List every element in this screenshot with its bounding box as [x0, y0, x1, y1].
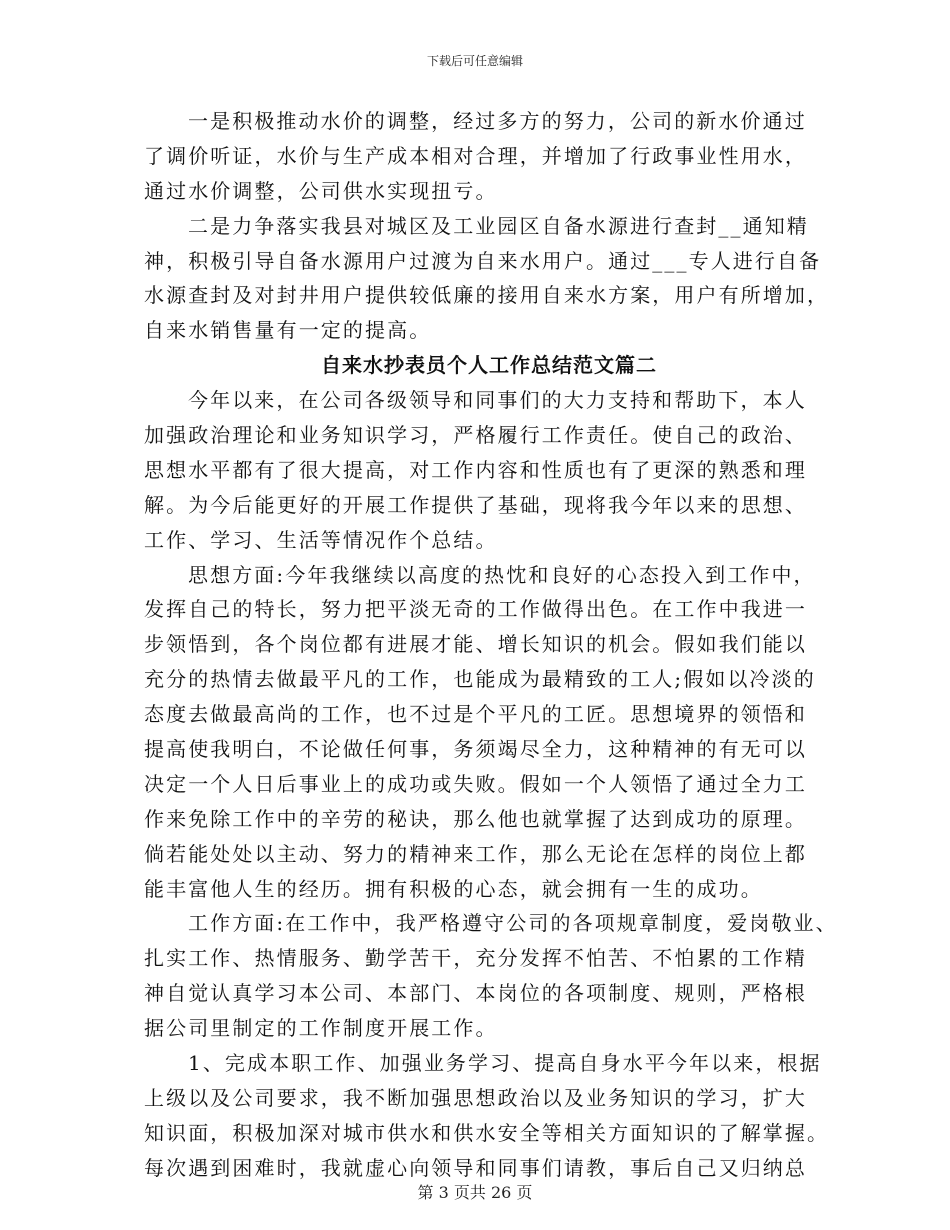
body-line: 工作、学习、生活等情况作个总结。	[144, 527, 498, 552]
body-line: 作来免除工作中的辛劳的秘诀，那么他也就掌握了达到成功的原理。	[144, 806, 807, 831]
body-line: 知识面，积极加深对城市供水和供水安全等相关方面知识的了解掌握。	[144, 1120, 830, 1145]
body-line: 每次遇到困难时，我就虚心向领导和同事们请教，事后自己又归纳总	[144, 1155, 807, 1180]
body-line: 能丰富他人生的经历。拥有积极的心态，就会拥有一生的成功。	[144, 876, 763, 901]
body-line: 充分的热情去做最平凡的工作，也能成为最精致的工人;假如以冷淡的	[144, 667, 816, 692]
body-line: 发挥自己的特长，努力把平淡无奇的工作做得出色。在工作中我进一	[144, 597, 807, 622]
body-line: 据公司里制定的工作制度开展工作。	[144, 1016, 498, 1041]
body-line: 神，积极引导自备水源用户过渡为自来水用户。通过___专人进行自备	[144, 248, 822, 273]
body-line: 了调价听证，水价与生产成本相对合理，并增加了行政事业性用水，	[144, 143, 807, 168]
body-line: 神自觉认真学习本公司、本部门、本岗位的各项制度、规则，严格根	[144, 981, 807, 1006]
body-line: 扎实工作、热情服务、勤学苦干，充分发挥不怕苦、不怕累的工作精	[144, 946, 807, 971]
section-title: 自来水抄表员个人工作总结范文篇二	[321, 353, 657, 378]
body-line: 倘若能处处以主动、努力的精神来工作，那么无论在怎样的岗位上都	[144, 841, 807, 866]
body-line: 解。为今后能更好的开展工作提供了基础，现将我今年以来的思想、	[144, 492, 807, 517]
body-line: 思想方面:今年我继续以高度的热忱和良好的心态投入到工作中，	[188, 562, 816, 587]
body-line: 水源查封及对封井用户提供较低廉的接用自来水方案，用户有所增加，	[144, 283, 830, 308]
body-line: 通过水价调整，公司供水实现扭亏。	[144, 178, 498, 203]
body-line: 思想水平都有了很大提高，对工作内容和性质也有了更深的熟悉和理	[144, 457, 807, 482]
page-footer: 第 3 页共 26 页	[417, 1183, 533, 1202]
body-line: 态度去做最高尚的工作，也不过是个平凡的工匠。思想境界的领悟和	[144, 702, 807, 727]
body-line: 自来水销售量有一定的提高。	[144, 318, 432, 343]
body-line: 加强政治理论和业务知识学习，严格履行工作责任。使自己的政治、	[144, 423, 807, 448]
body-line: 今年以来，在公司各级领导和同事们的大力支持和帮助下，本人	[188, 388, 807, 413]
document-body	[144, 104, 838, 1186]
body-line: 决定一个人日后事业上的成功或失败。假如一个人领悟了通过全力工	[144, 771, 807, 796]
page-header: 下载后可任意编辑	[426, 54, 523, 68]
body-line: 步领悟到，各个岗位都有进展才能、增长知识的机会。假如我们能以	[144, 632, 807, 657]
body-line: 上级以及公司要求，我不断加强思想政治以及业务知识的学习，扩大	[144, 1085, 807, 1110]
body-line: 二是力争落实我县对城区及工业园区自备水源进行查封__通知精	[188, 213, 809, 238]
body-line: 工作方面:在工作中，我严格遵守公司的各项规章制度，爱岗敬业、	[188, 911, 838, 936]
body-line: 一是积极推动水价的调整，经过多方的努力，公司的新水价通过	[188, 109, 807, 133]
body-line: 提高使我明白，不论做任何事，务须竭尽全力，这种精神的有无可以	[144, 737, 807, 762]
body-line: 1、完成本职工作、加强业务学习、提高自身水平今年以来，根据	[188, 1051, 822, 1076]
